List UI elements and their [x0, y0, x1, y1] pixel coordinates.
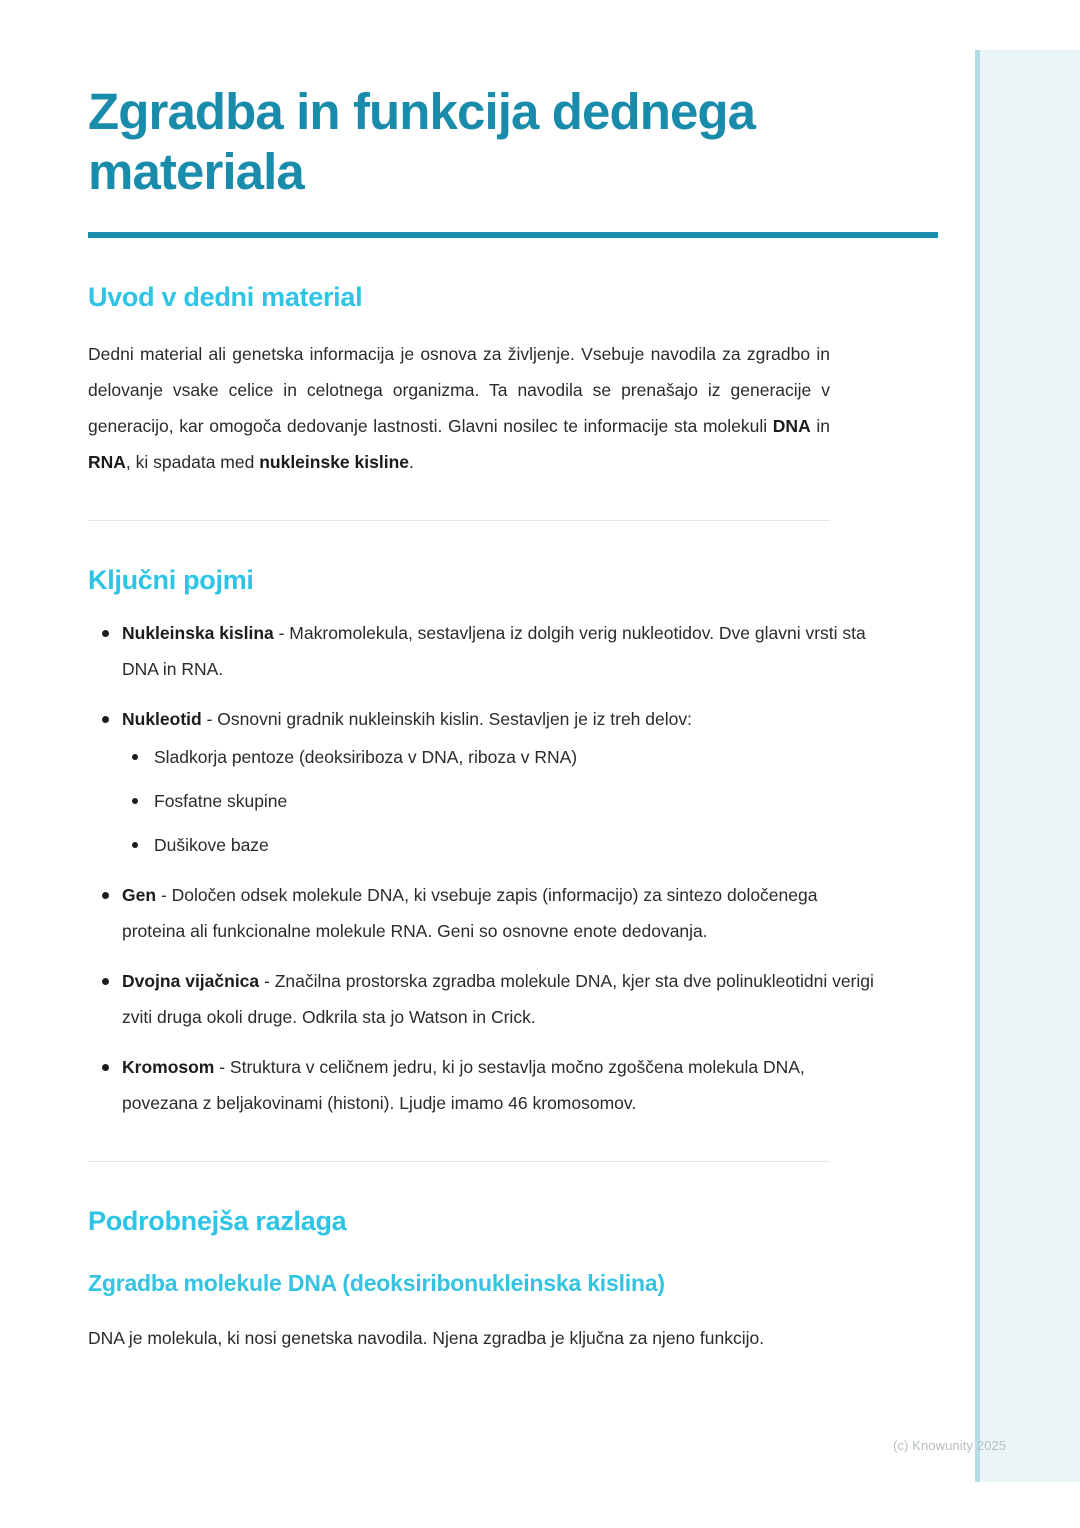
- key-concept-text: - Določen odsek molekule DNA, ki vsebuje zapis (informacijo) za sintezo določenega proteina ali funkcionalne molekule RNA. Geni so osnovne enote dedovanja.: [122, 885, 818, 941]
- intro-text-part1: Dedni material ali genetska informacija je osnova za življenje. Vsebuje navodila za zgradbo in delovanje vsake celice in celotnega organizma. Ta navodila se prenašajo iz generacije v generacijo, kar omogoča dedovanje lastnosti. Glavni nosilec te informacije sta molekuli: [88, 344, 830, 436]
- list-item: [88, 877, 882, 949]
- section-heading-detail: Podrobnejša razlaga: [88, 1206, 347, 1236]
- list-item: [88, 963, 882, 1035]
- page-title: Zgradba in funkcija dednega materiala: [88, 83, 756, 200]
- key-concept-text: - Makromolekula, sestavljena iz dolgih verig nukleotidov. Dve glavni vrsti sta DNA in RNA.: [122, 623, 866, 679]
- key-concept-text: - Struktura v celičnem jedru, ki jo sestavlja močno zgoščena molekula DNA, povezana z beljakovinami (histoni). Ljudje imamo 46 kromosomov.: [122, 1057, 805, 1113]
- intro-bold-rna: RNA: [88, 452, 126, 472]
- key-concepts-list: [88, 597, 887, 1121]
- key-concept-term: Dvojna vijačnica: [122, 971, 260, 991]
- intro-bold-nukleinske-kisline: nukleinske kisline: [259, 452, 409, 472]
- intro-paragraph: [88, 314, 830, 480]
- section-heading-key-concepts: Ključni pojmi: [88, 565, 254, 595]
- intro-text-part4: .: [409, 452, 414, 472]
- detail-paragraph: DNA je molekula, ki nosi genetska navodila. Njena zgradba je ključna za njeno funkcijo.: [88, 1328, 765, 1348]
- key-concept-text: - Značilna prostorska zgradba molekule DNA, kjer sta dve polinukleotidni verigi zviti druga okoli druge. Odkrila sta jo Watson in Crick.: [122, 971, 874, 1027]
- list-item: [88, 701, 882, 863]
- subsection-heading-dna-structure: Zgradba molekule DNA (deoksiribonukleinska kislina): [88, 1270, 665, 1296]
- key-concept-term: Gen: [122, 885, 157, 905]
- list-item: Dušikove baze: [122, 827, 882, 863]
- right-decorative-strip-edge: [975, 50, 980, 1482]
- intro-bold-dna: DNA: [772, 416, 811, 436]
- key-concept-term: Nukleinska kislina: [122, 623, 274, 643]
- watermark: (c) Knowunity 2025: [893, 1438, 1007, 1453]
- key-concept-term: Nukleotid: [122, 709, 202, 729]
- section-heading-intro: Uvod v dedni material: [88, 282, 363, 312]
- list-item: [88, 615, 882, 687]
- list-item: Sladkorja pentoze (deoksiriboza v DNA, riboza v RNA): [122, 739, 882, 775]
- key-concept-term: Kromosom: [122, 1057, 215, 1077]
- list-item: [88, 1049, 882, 1121]
- intro-text-part3: , ki spadata med: [125, 452, 260, 472]
- nukleotid-subparts-list: [122, 737, 882, 863]
- key-concept-text: - Osnovni gradnik nukleinskih kislin. Sestavljen je iz treh delov:: [201, 709, 692, 729]
- list-item: Fosfatne skupine: [122, 783, 882, 819]
- intro-text-part2: in: [810, 416, 830, 436]
- right-decorative-strip: [975, 50, 1080, 1482]
